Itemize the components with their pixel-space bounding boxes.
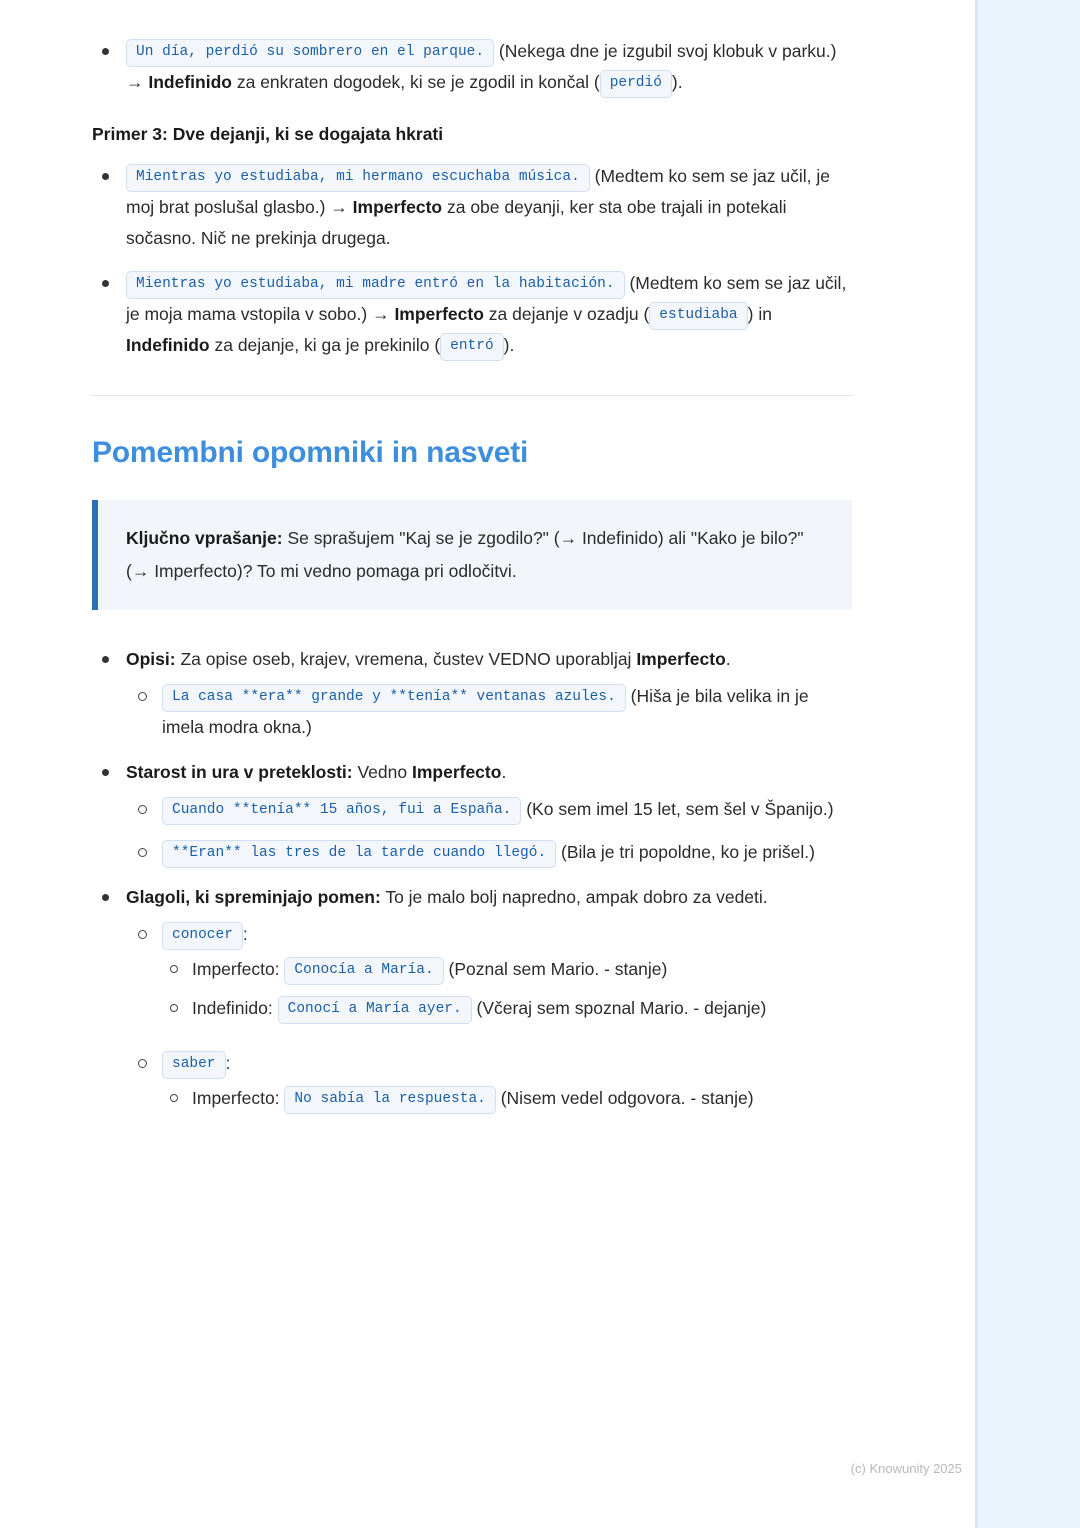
list-item — [126, 794, 852, 825]
example-list-primer-3 — [92, 161, 852, 361]
code-snippet: entró — [440, 333, 504, 361]
scrollbar-divider — [975, 0, 978, 1528]
list-item — [162, 993, 852, 1024]
code-snippet: Conocí a María ayer. — [278, 996, 472, 1024]
text-fragment: . — [501, 762, 507, 782]
tip-label: Starost in ura v preteklosti: — [126, 762, 353, 782]
code-snippet: Mientras yo estudiaba, mi hermano escuchaba música. — [126, 164, 590, 192]
code-snippet: Mientras yo estudiaba, mi madre entró en la habitación. — [126, 271, 625, 299]
list-item — [92, 161, 852, 254]
code-snippet: La casa **era** grande y **tenía** ventanas azules. — [162, 684, 626, 712]
verb-forms-list — [162, 954, 852, 1024]
verb-forms-list — [162, 1083, 852, 1114]
tip-text — [126, 887, 768, 907]
footer-copyright: (c) Knowunity 2025 — [850, 1461, 962, 1476]
list-item — [126, 919, 852, 1024]
section-divider — [92, 395, 852, 396]
tense-label: Indefinido: — [192, 998, 273, 1018]
code-snippet: Un día, perdió su sombrero en el parque. — [126, 39, 494, 67]
text-fragment: (Medtem ko sem se jaz učil, je moja mama vstopila v sobo.) → — [126, 273, 847, 324]
list-item — [92, 757, 852, 868]
section-title: Pomembni opomniki in nasveti — [92, 436, 529, 469]
tip-sub-list — [126, 794, 852, 868]
verb-form — [192, 959, 667, 979]
list-item — [126, 837, 852, 868]
bold-term: Imperfecto — [411, 762, 502, 782]
verb-list — [126, 919, 852, 1114]
list-item — [92, 882, 852, 1114]
text-fragment: (Bila je tri popoldne, ko je prišel.) — [556, 842, 815, 862]
example-text — [126, 273, 846, 355]
callout-label: Ključno vprašanje: — [126, 528, 283, 548]
list-item — [92, 268, 852, 361]
example-text — [126, 41, 836, 92]
text-fragment: za obe deyanji, ker sta obe trajali in potekali sočasno. Nič ne prekinja drugega. — [126, 197, 787, 248]
example-list-1 — [92, 36, 852, 98]
callout-text — [126, 528, 804, 581]
list-item — [162, 1083, 852, 1114]
verb-form — [192, 998, 766, 1018]
list-item — [92, 36, 852, 98]
example-text — [162, 799, 834, 819]
scrollbar-track[interactable] — [975, 0, 1080, 1528]
tip-label: Glagoli, ki spreminjajo pomen: — [126, 887, 381, 907]
tip-text — [126, 649, 731, 669]
bold-term: Imperfecto — [636, 649, 726, 669]
code-snippet: saber — [162, 1051, 226, 1079]
list-item — [126, 681, 852, 743]
text-fragment: To je malo bolj napredno, ampak dobro za vedeti. — [380, 887, 768, 907]
example-text — [162, 686, 809, 737]
subheading-primer-3: Primer 3: Dve dejanji, ki se dogajata hkrati — [92, 124, 444, 144]
text-fragment: za dejanje, ki ga je prekinilo ( — [209, 335, 441, 355]
text-fragment: . — [725, 649, 731, 669]
list-item — [162, 954, 852, 985]
code-snippet: No sabía la respuesta. — [284, 1086, 495, 1114]
text-fragment: (Hiša je bila velika in je imela modra okna.) — [162, 686, 809, 737]
code-snippet: perdió — [600, 70, 672, 98]
tip-text — [126, 762, 506, 782]
text-fragment: (Ko sem imel 15 let, sem šel v Španijo.) — [521, 799, 834, 819]
tense-label: Imperfecto: — [192, 959, 280, 979]
list-item — [92, 644, 852, 743]
tense-label: Imperfecto: — [192, 1088, 280, 1108]
text-fragment: ). — [503, 335, 515, 355]
list-item — [126, 1048, 852, 1114]
code-snippet: estudiaba — [649, 302, 747, 330]
example-text — [162, 842, 815, 862]
text-fragment: za enkraten dogodek, ki se je zgodil in končal ( — [231, 72, 600, 92]
text-fragment: (Nisem vedel odgovora. - stanje) — [495, 1088, 754, 1108]
bold-term: Indefinido — [148, 72, 232, 92]
code-snippet: conocer — [162, 922, 243, 950]
text-fragment: : — [225, 1053, 231, 1073]
text-fragment: Vedno — [352, 762, 412, 782]
tip-sub-list — [126, 681, 852, 743]
verb-entry — [162, 1053, 230, 1073]
text-fragment: za dejanje v ozadju ( — [483, 304, 650, 324]
text-fragment: (Medtem ko sem se jaz učil, je moj brat poslušal glasbo.) → — [126, 166, 830, 217]
text-fragment: (Poznal sem Mario. - stanje) — [443, 959, 668, 979]
example-text — [126, 166, 830, 248]
text-fragment: (Nekega dne je izgubil svoj klobuk v parku.) → — [126, 41, 837, 92]
bold-term: Indefinido — [126, 335, 210, 355]
tips-list — [92, 644, 852, 1114]
bold-term: Imperfecto — [352, 197, 443, 217]
callout-box — [92, 500, 852, 610]
text-fragment: Za opise oseb, krajev, vremena, čustev VEDNO uporabljaj — [175, 649, 637, 669]
code-snippet: **Eran** las tres de la tarde cuando llegó. — [162, 840, 556, 868]
verb-form — [192, 1088, 754, 1108]
text-fragment: : — [242, 924, 248, 944]
text-fragment: ). — [671, 72, 683, 92]
text-fragment: ) in — [747, 304, 772, 324]
code-snippet: Cuando **tenía** 15 años, fui a España. — [162, 797, 521, 825]
text-fragment: (Včeraj sem spoznal Mario. - dejanje) — [471, 998, 767, 1018]
text-fragment: Se sprašujem "Kaj se je zgodilo?" (→ Indefinido) ali "Kako je bilo?" (→ Imperfecto)? To mi vedno pomaga pri odločitvi. — [126, 528, 804, 581]
tip-label: Opisi: — [126, 649, 176, 669]
code-snippet: Conocía a María. — [284, 957, 443, 985]
document-content — [92, 36, 852, 1128]
bold-term: Imperfecto — [394, 304, 484, 324]
verb-entry — [162, 924, 248, 944]
